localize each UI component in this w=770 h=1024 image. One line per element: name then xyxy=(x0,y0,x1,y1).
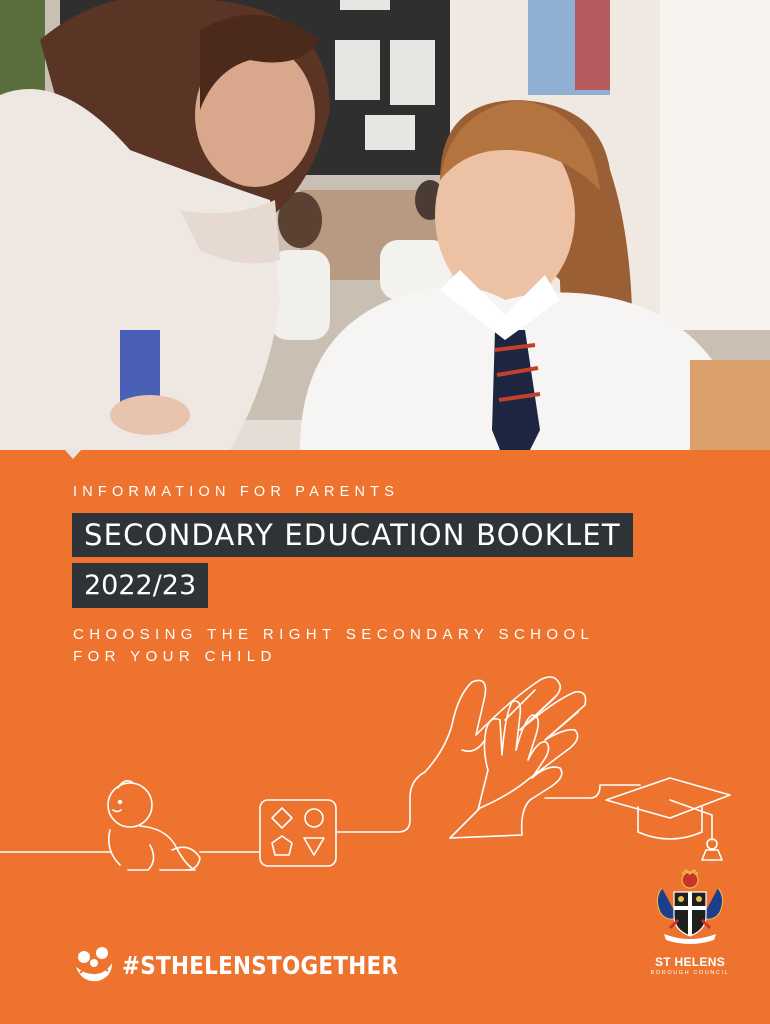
council-crest-icon xyxy=(648,868,732,948)
kicker-text: INFORMATION FOR PARENTS xyxy=(73,484,400,500)
booklet-year: 2022/23 xyxy=(72,563,208,608)
hashtag-campaign xyxy=(72,943,443,987)
council-logo xyxy=(640,868,740,976)
photo-notch xyxy=(64,449,82,459)
subtitle-line-2: FOR YOUR CHILD xyxy=(73,648,277,665)
cover-photo xyxy=(0,0,770,450)
council-subtitle: BOROUGH COUNCIL xyxy=(650,970,730,976)
hashtag-text: #STHELENSTOGETHER xyxy=(122,950,399,980)
classroom-photo xyxy=(0,0,770,450)
booklet-title: SECONDARY EDUCATION BOOKLET xyxy=(72,513,633,557)
graduation-cap-icon xyxy=(606,778,730,860)
shape-sorter-icon xyxy=(260,800,336,866)
hands-icon xyxy=(425,677,586,838)
subtitle-line-1: CHOOSING THE RIGHT SECONDARY SCHOOL xyxy=(73,626,595,643)
together-logo-icon xyxy=(72,943,116,987)
council-name: ST HELENS xyxy=(654,955,726,969)
baby-icon xyxy=(108,781,200,870)
journey-line-illustration xyxy=(0,660,770,890)
